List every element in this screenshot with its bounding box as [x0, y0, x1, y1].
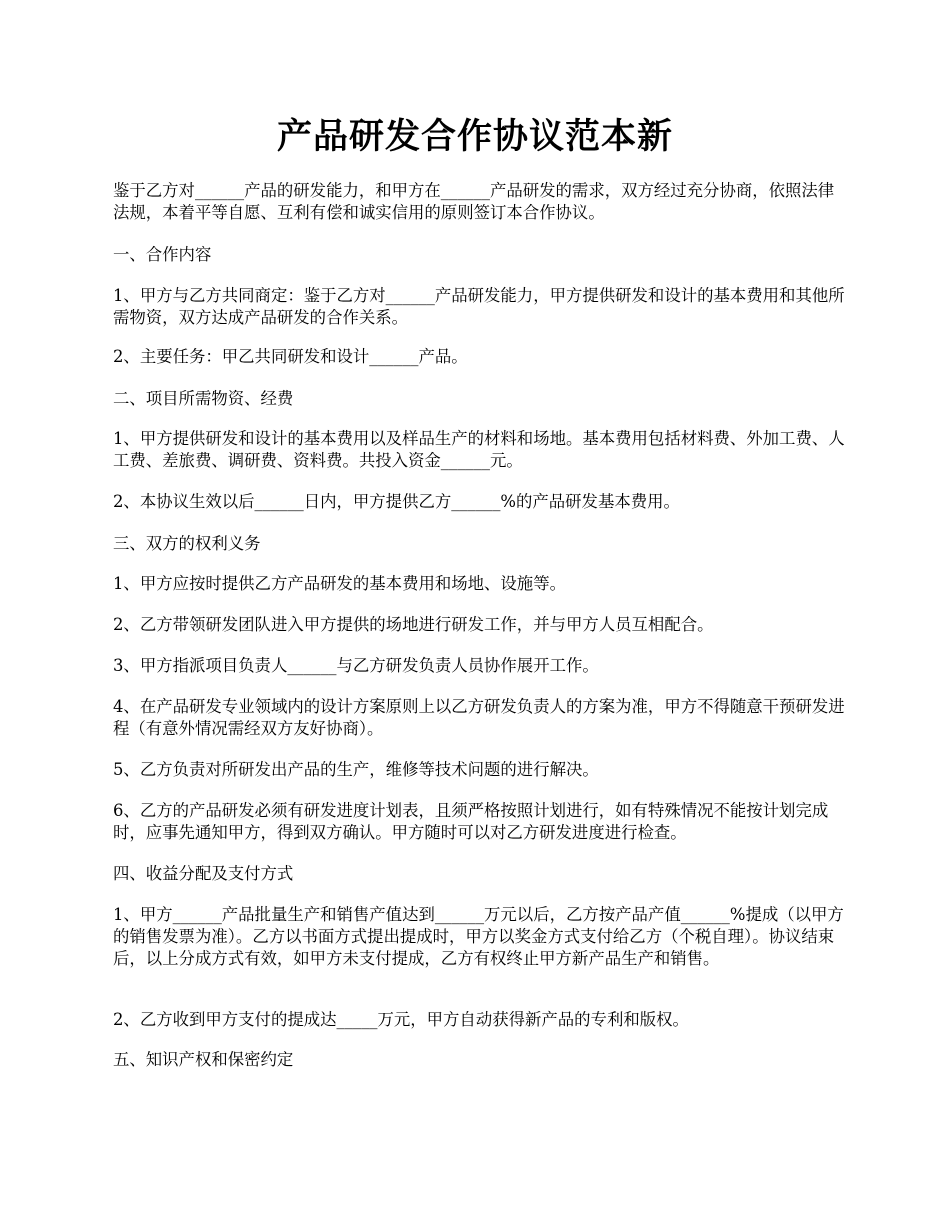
- paragraph-1-2: 2、主要任务：甲乙共同研发和设计______产品。: [113, 347, 468, 366]
- section-heading-3: 三、双方的权利义务: [113, 534, 261, 553]
- section-heading-5: 五、知识产权和保密约定: [113, 1050, 294, 1069]
- intro-paragraph: 鉴于乙方对______产品的研发能力，和甲方在______产品研发的需求，双方经过充分协商，依照法律法规，本着平等自愿、互利有偿和诚实信用的原则签订本合作协议。: [113, 181, 835, 222]
- paragraph-3-1: 1、甲方应按时提供乙方产品研发的基本费用和场地、设施等。: [113, 574, 566, 593]
- paragraph-4-2: 2、乙方收到甲方支付的提成达_____万元，甲方自动获得新产品的专利和版权。: [113, 1010, 689, 1029]
- paragraph-1-1: 1、甲方与乙方共同商定：鉴于乙方对______产品研发能力，甲方提供研发和设计的基本费用和其他所需物资，双方达成产品研发的合作关系。: [113, 286, 845, 327]
- paragraph-3-3: 3、甲方指派项目负责人______与乙方研发负责人员协作展开工作。: [113, 656, 599, 675]
- paragraph-4-1: 1、甲方______产品批量生产和销售产值达到______万元以后，乙方按产品产值______%提成（以甲方的销售发票为准）。乙方以书面方式提出提成时，甲方以奖金方式支付给乙方（个税自理）。协议结束后，以上分成方式有效，如甲方未支付提成，乙方有权终止甲方新产品生产和销售。: [113, 905, 844, 968]
- paragraph-2-1: 1、甲方提供研发和设计的基本费用以及样品生产的材料和场地。基本费用包括材料费、外加工费、人工费、差旅费、调研费、资料费。共投入资金______元。: [113, 429, 845, 470]
- paragraph-3-6: 6、乙方的产品研发必须有研发进度计划表，且须严格按照计划进行，如有特殊情况不能按计划完成时，应事先通知甲方，得到双方确认。甲方随时可以对乙方研发进度进行检查。: [113, 801, 829, 842]
- section-heading-4: 四、收益分配及支付方式: [113, 864, 294, 883]
- paragraph-2-2: 2、本协议生效以后______日内，甲方提供乙方______%的产品研发基本费用。: [113, 492, 680, 511]
- paragraph-3-5: 5、乙方负责对所研发出产品的生产，维修等技术问题的进行解决。: [113, 760, 599, 779]
- document-title: 产品研发合作协议范本新: [276, 116, 673, 157]
- section-heading-1: 一、合作内容: [113, 245, 212, 264]
- section-heading-2: 二、项目所需物资、经费: [113, 389, 294, 408]
- paragraph-3-4: 4、在产品研发专业领域内的设计方案原则上以乙方研发负责人的方案为准，甲方不得随意干预研发进程（有意外情况需经双方友好协商）。: [113, 697, 845, 738]
- paragraph-3-2: 2、乙方带领研发团队进入甲方提供的场地进行研发工作，并与甲方人员互相配合。: [113, 615, 714, 634]
